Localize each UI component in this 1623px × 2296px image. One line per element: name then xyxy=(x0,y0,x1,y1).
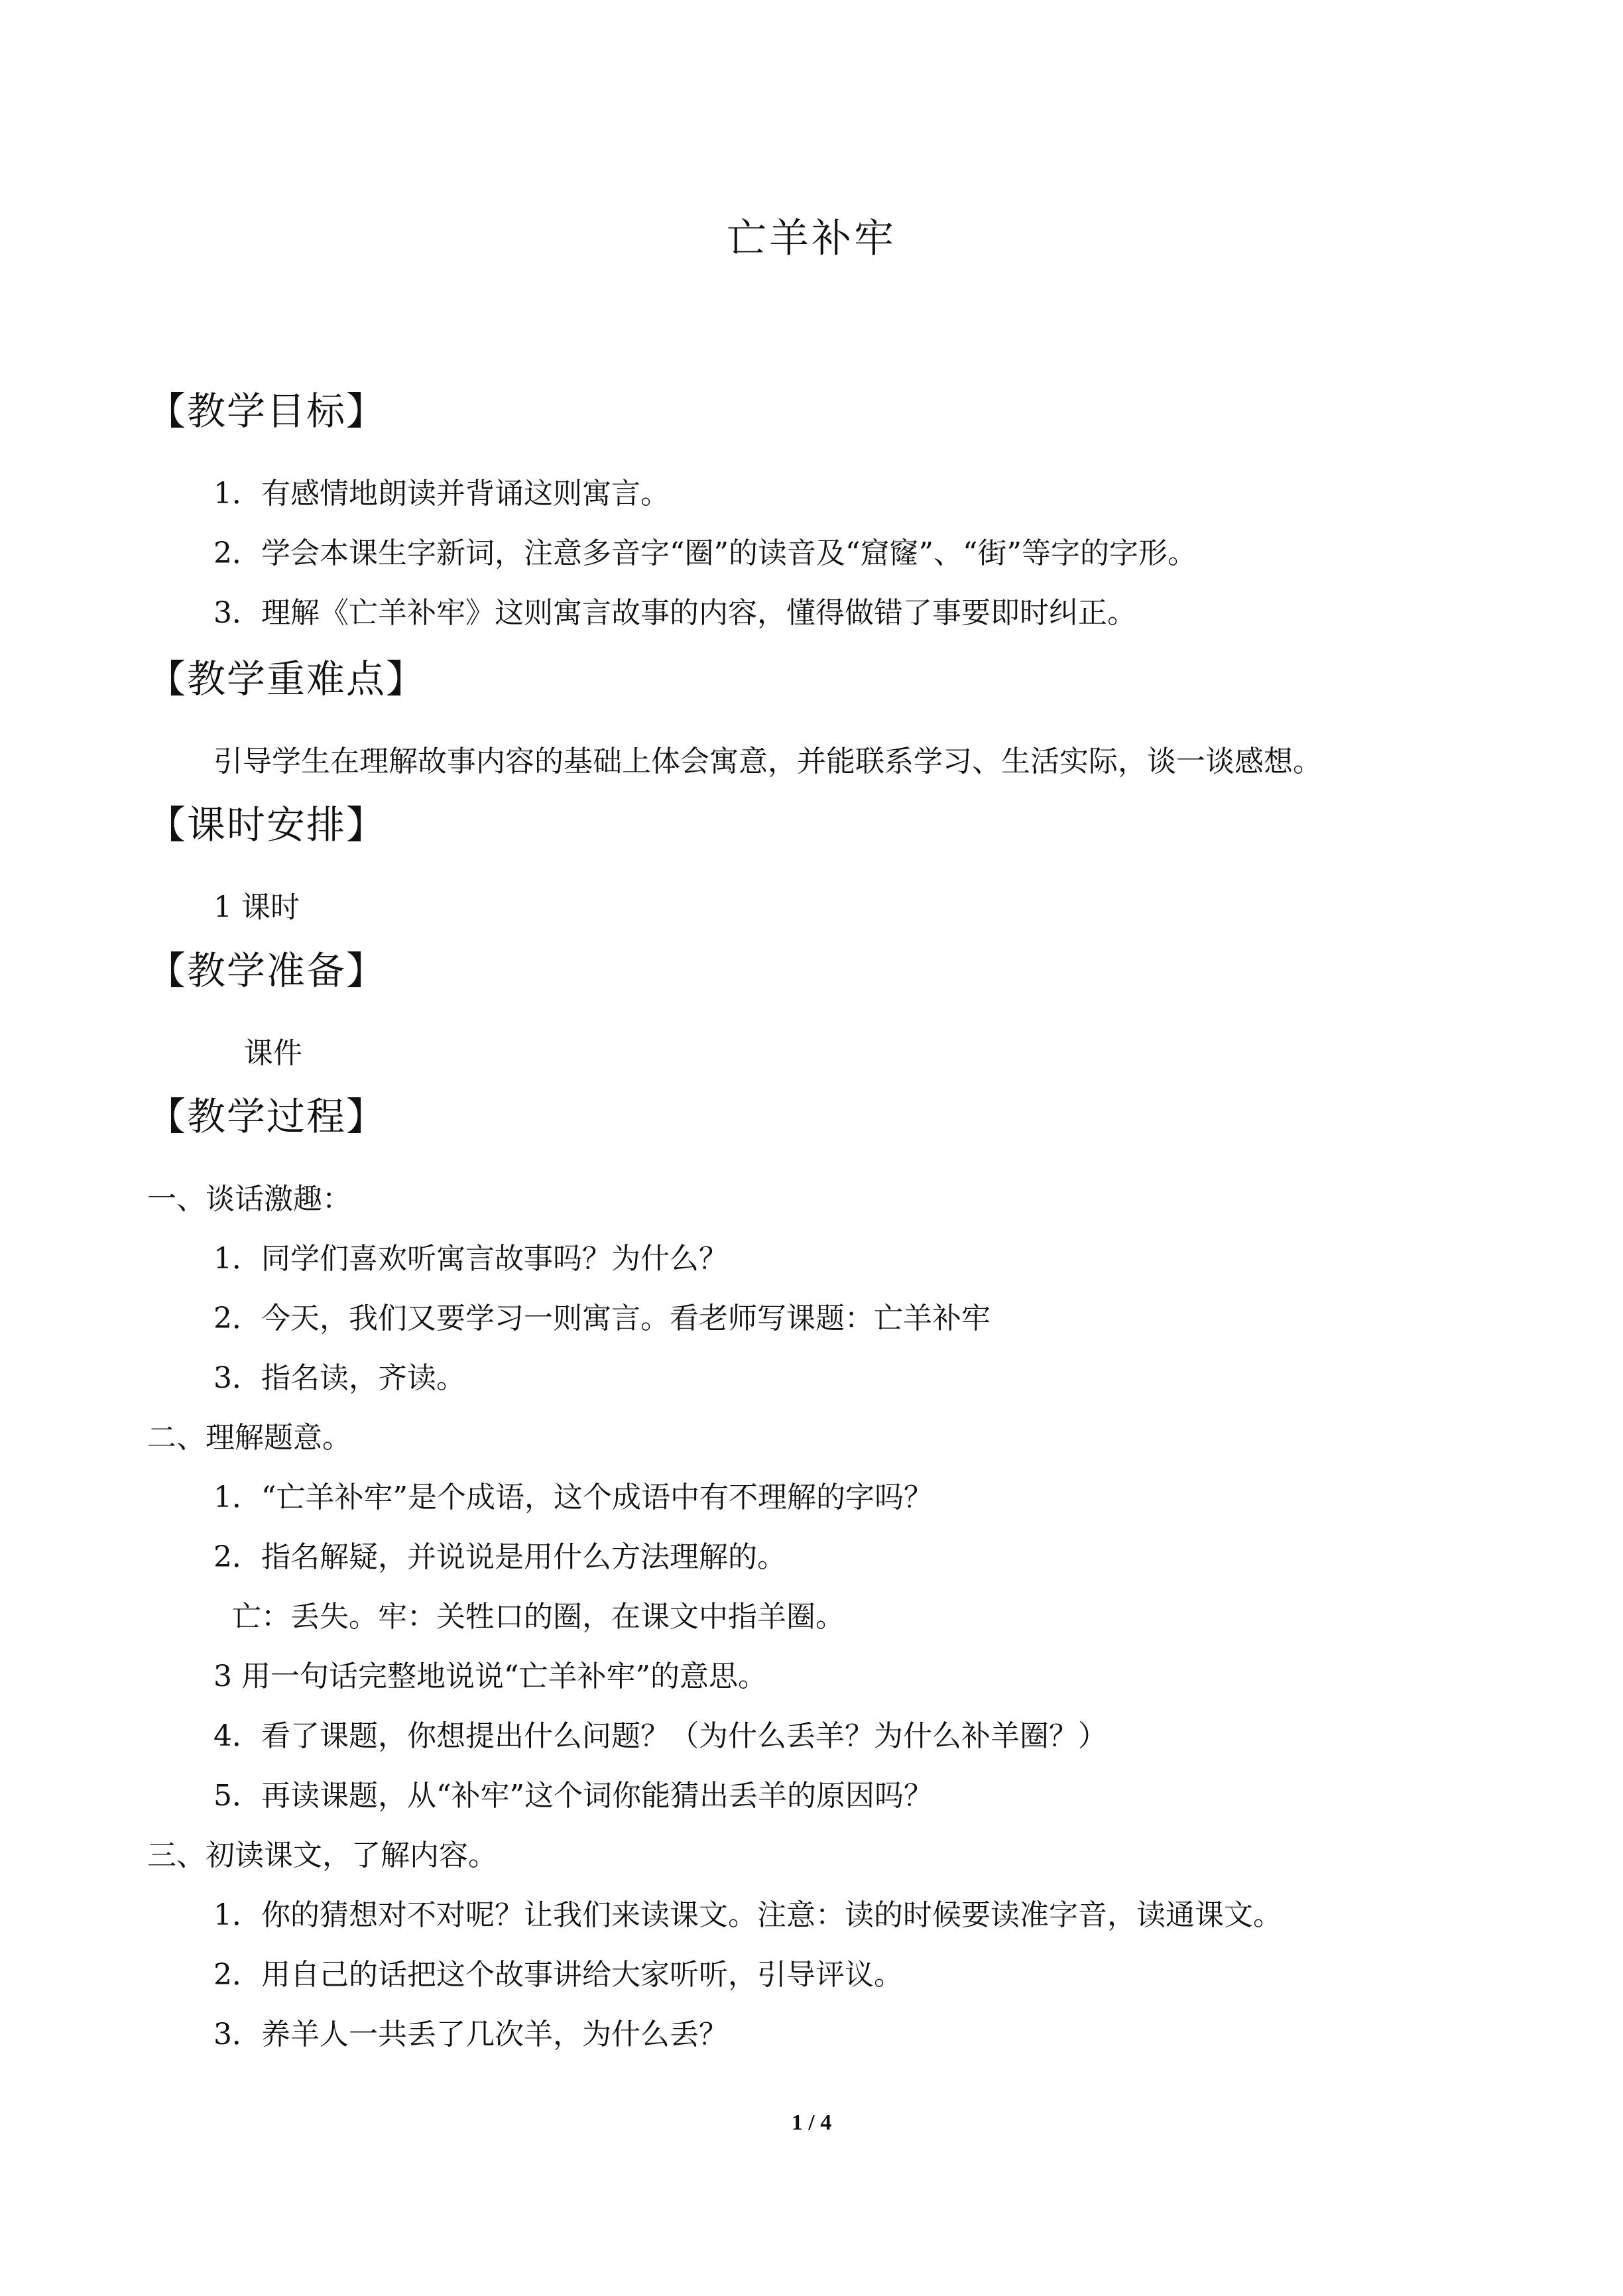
process-part2-note: 亡：丢失。牢：关牲口的圈，在课文中指羊圈。 xyxy=(232,1600,845,1634)
process-part1-item-3: 3．指名读，齐读。 xyxy=(213,1361,465,1395)
goal-item-1: 1．有感情地朗读并背诵这则寓言。 xyxy=(213,477,670,511)
heading-preparation: 【教学准备】 xyxy=(147,948,387,993)
process-part3-item-2: 2．用自己的话把这个故事讲给大家听听，引导评议。 xyxy=(213,1958,903,1992)
process-part1-item-2: 2．今天，我们又要学习一则寓言。看老师写课题：亡羊补牢 xyxy=(213,1301,991,1335)
heading-schedule: 【课时安排】 xyxy=(147,802,387,847)
preparation-text: 课件 xyxy=(244,1036,302,1070)
key-points-text: 引导学生在理解故事内容的基础上体会寓意，并能联系学习、生活实际，谈一谈感想。 xyxy=(213,745,1322,778)
goal-item-3: 3．理解《亡羊补牢》这则寓言故事的内容，懂得做错了事要即时纠正。 xyxy=(213,596,1136,630)
process-part2-item-4: 4．看了课题，你想提出什么问题？（为什么丢羊？为什么补羊圈？） xyxy=(213,1719,1107,1753)
process-part2-item-2: 2．指名解疑，并说说是用什么方法理解的。 xyxy=(213,1540,786,1574)
goal-item-2: 2．学会本课生字新词，注意多音字“圈”的读音及“窟窿”、“街”等字的字形。 xyxy=(213,536,1197,570)
schedule-text: 1 课时 xyxy=(213,890,300,924)
process-part1-title: 一、谈话激趣： xyxy=(147,1182,351,1216)
heading-key-points: 【教学重难点】 xyxy=(147,656,426,701)
process-part2-title: 二、理解题意。 xyxy=(147,1421,351,1455)
process-part2-item-3: 3 用一句话完整地说说“亡羊补牢”的意思。 xyxy=(213,1660,767,1693)
process-part3-item-3: 3．养羊人一共丢了几次羊，为什么丢？ xyxy=(213,2018,728,2051)
process-part2-item-1: 1．“亡羊补牢”是个成语，这个成语中有不理解的字吗？ xyxy=(213,1480,933,1514)
heading-process: 【教学过程】 xyxy=(147,1094,387,1139)
page-title: 亡羊补牢 xyxy=(727,215,896,262)
process-part3-title: 三、初读课文，了解内容。 xyxy=(147,1839,497,1872)
process-part3-item-1: 1．你的猜想对不对呢？让我们来读课文。注意：读的时候要读准字音，读通课文。 xyxy=(213,1898,1282,1932)
page-number: 1 / 4 xyxy=(791,2110,832,2135)
process-part1-item-1: 1．同学们喜欢听寓言故事吗？为什么？ xyxy=(213,1242,728,1276)
process-part2-item-5: 5．再读课题，从“补牢”这个词你能猜出丢羊的原因吗？ xyxy=(213,1779,933,1813)
heading-goals: 【教学目标】 xyxy=(147,389,387,434)
